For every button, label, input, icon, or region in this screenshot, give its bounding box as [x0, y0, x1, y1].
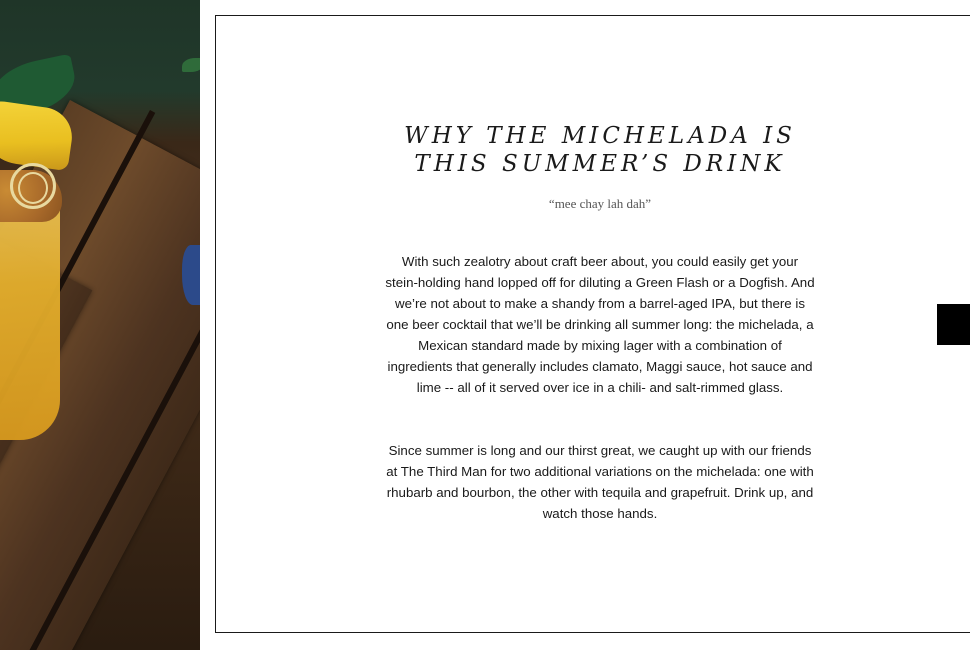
leaf-shape: [182, 58, 200, 72]
article-title: [385, 122, 815, 178]
title-line-1: WHY THE MICHELADA IS: [404, 123, 796, 149]
article-paragraph-2: Since summer is long and our thirst great, we caught up with our friends at The Third Man for two additional variations on the michelada: one with rhubarb and bourbon, the other with tequila and grapefruit. Drink up, and watch those hands.: [386, 443, 814, 521]
blue-object: [182, 245, 200, 305]
pronunciation: “mee chay lah dah”: [548, 196, 652, 211]
article-paragraph-1: With such zealotry about craft beer about, you could easily get your stein-holding hand lopped off for diluting a Green Flash or a Dogfish. And we’re not about to make a shandy from a barrel-aged IPA, but there is one beer cocktail that we’ll be drinking all summer long: the michelada, a Mexican standard made by mixing lager with a combination of ingredients that generally includes clamato, Maggi sauce, hot sauce and lime -- all of it served over ice in a chili- and salt-rimmed glass.: [385, 254, 815, 395]
michelada-photo: [0, 0, 200, 650]
title-line-2: THIS SUMMER’S DRINK: [414, 151, 786, 177]
next-slide-tab[interactable]: [937, 304, 970, 345]
citrus-twist: [18, 172, 48, 204]
